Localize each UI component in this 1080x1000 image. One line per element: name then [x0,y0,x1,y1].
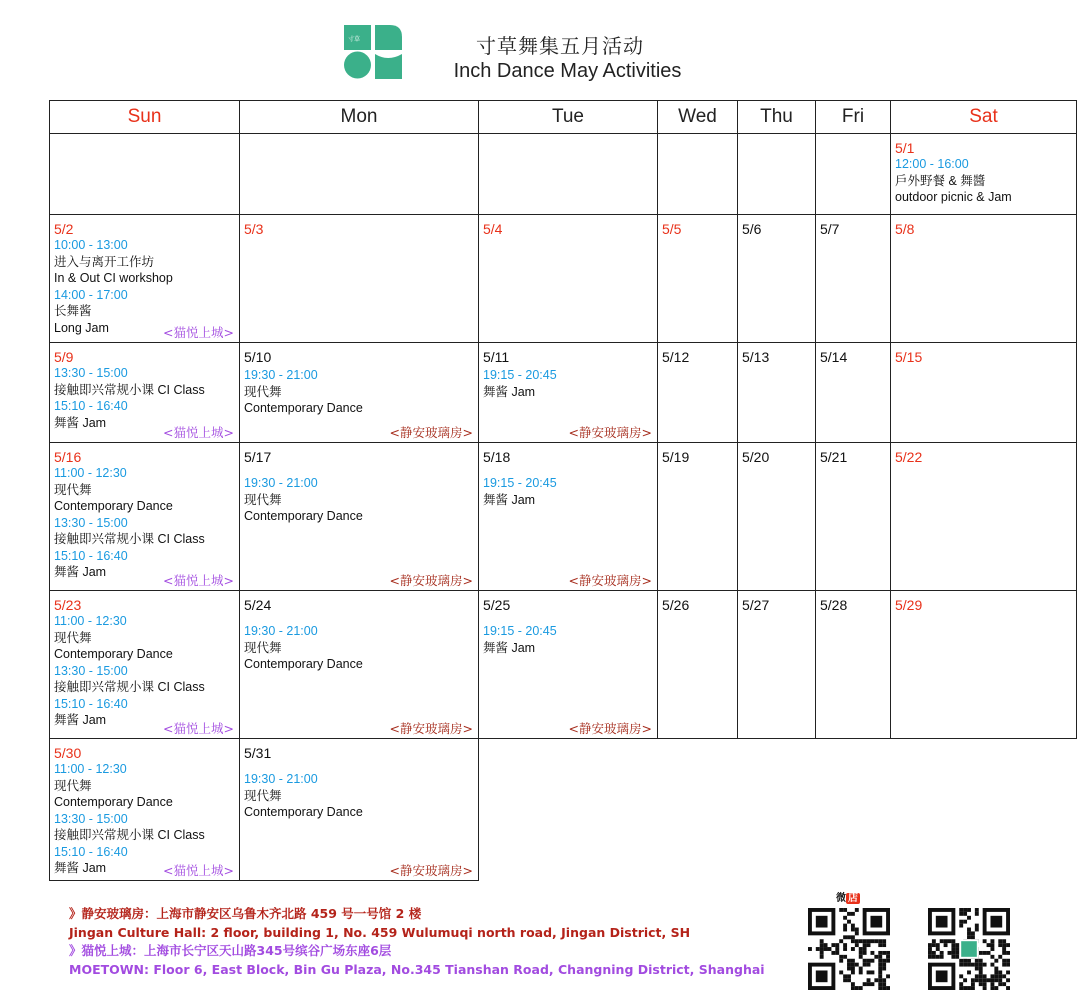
date-label: 5/23 [54,597,82,613]
event-title: 接触即兴常规小课 CI Class [54,828,205,842]
location-moetown: <猫悦上城> [163,721,234,736]
wechat-qr-code-icon[interactable] [928,908,1010,990]
event-list [244,467,363,525]
event-title: 长舞酱 [54,304,92,318]
event-list [483,367,557,400]
weekday-header-sun [49,100,240,134]
event-time: 13:30 - 15:00 [54,515,128,530]
event-list [54,761,205,877]
date-label: 5/31 [244,745,272,761]
date-label: 5/20 [742,449,770,465]
event-title: 现代舞 [54,482,92,497]
date-label: 5/3 [244,221,264,237]
event-time: 15:10 - 16:40 [54,399,128,413]
event-time: 15:10 - 16:40 [54,548,128,563]
location-moetown: <猫悦上城> [163,863,234,878]
page-title-english: Inch Dance May Activities [453,60,682,82]
weekday-header-thu [737,100,816,134]
event-time: 19:30 - 21:00 [244,368,318,382]
event-title: Contemporary Dance [244,805,363,819]
event-time: 15:10 - 16:40 [54,696,128,711]
day-cell-5-23 [49,590,240,739]
event-title: 现代舞 [244,788,282,803]
location-moetown: <猫悦上城> [163,573,234,588]
event-time: 19:15 - 20:45 [483,476,557,490]
empty-day-cell [49,133,240,215]
event-time: 10:00 - 13:00 [54,238,128,252]
date-label: 5/2 [54,221,74,237]
date-label: 5/14 [820,349,848,365]
weekday-header-fri [815,100,891,134]
event-list [54,237,173,336]
day-cell-5-5 [657,214,738,343]
day-cell-5-21 [815,442,891,591]
weekday-label: Sat [969,106,998,127]
day-cell-5-16 [49,442,240,591]
date-label: 5/19 [662,449,690,465]
event-time: 14:00 - 17:00 [54,287,128,302]
day-cell-5-18 [478,442,658,591]
date-label: 5/1 [895,140,915,156]
location-moetown: <猫悦上城> [163,425,234,440]
date-label: 5/30 [54,745,82,761]
event-list [483,467,557,508]
date-label: 5/28 [820,597,848,613]
event-list [54,613,205,729]
event-list [244,367,363,417]
calendar-grid [50,101,1077,881]
date-label: 5/13 [742,349,770,365]
event-time: 11:00 - 12:30 [54,614,127,628]
day-cell-5-25 [478,590,658,739]
event-list [54,365,205,431]
event-title: 现代舞 [54,630,92,645]
location-jingan: <静安玻璃房> [389,863,473,878]
location-jingan: <静安玻璃房> [389,721,473,736]
event-time: 15:10 - 16:40 [54,844,128,859]
day-cell-5-10 [239,342,479,443]
event-time: 11:00 - 12:30 [54,466,127,480]
event-title: Contemporary Dance [244,401,363,415]
empty-day-cell [478,133,658,215]
date-label: 5/5 [662,221,682,237]
weekday-label: Fri [841,106,865,127]
event-time: 19:30 - 21:00 [244,772,318,786]
weekday-header-tue [478,100,658,134]
address-moetown-en: MOETOWN: Floor 6, East Block, Bin Gu Plaza, No.345 Tianshan Road, Changning District, Shanghai [69,961,765,977]
day-cell-5-12 [657,342,738,443]
location-jingan: <静安玻璃房> [568,425,652,440]
day-cell-5-4 [478,214,658,343]
event-list [244,615,363,673]
date-label: 5/24 [244,597,272,613]
date-label: 5/25 [483,597,511,613]
day-cell-5-30 [49,738,240,881]
date-label: 5/16 [54,449,82,465]
event-title: outdoor picnic & Jam [895,190,1012,204]
weekday-header-mon [239,100,479,134]
day-cell-5-6 [737,214,816,343]
day-cell-5-20 [737,442,816,591]
day-cell-5-29 [890,590,1077,739]
day-cell-5-17 [239,442,479,591]
weekday-header-sat [890,100,1077,134]
address-jingan-en: Jingan Culture Hall: 2 floor, building 1, No. 459 Wulumuqi north road, Jingan District, SH [69,924,691,940]
weekday-label: Thu [760,106,793,127]
event-time: 13:30 - 15:00 [54,366,128,380]
event-title: 舞酱 Jam [54,713,107,727]
date-label: 5/17 [244,449,272,465]
weekday-label: Tue [551,106,585,127]
date-label: 5/15 [895,349,923,365]
address-jingan-cn: 》静安玻璃房：上海市静安区乌鲁木齐北路 459 号一号馆 2 楼 [69,906,422,921]
date-label: 5/29 [895,597,923,613]
day-cell-5-7 [815,214,891,343]
day-cell-5-11 [478,342,658,443]
event-title: 舞酱 Jam [54,861,107,875]
day-cell-5-3 [239,214,479,343]
event-time: 19:15 - 20:45 [483,624,557,638]
event-title: 现代舞 [244,384,282,399]
event-time: 13:30 - 15:00 [54,663,128,678]
day-cell-5-26 [657,590,738,739]
event-time: 11:00 - 12:30 [54,762,127,776]
day-cell-5-9 [49,342,240,443]
event-title: Contemporary Dance [54,795,173,809]
event-title: Contemporary Dance [244,657,363,671]
day-cell-5-14 [815,342,891,443]
event-list [483,615,557,656]
event-time: 19:15 - 20:45 [483,368,557,382]
event-title: 舞酱 Jam [483,492,536,507]
location-jingan: <静安玻璃房> [568,573,652,588]
day-cell-5-8 [890,214,1077,343]
event-title: 舞酱 Jam [54,565,107,579]
location-jingan: <静安玻璃房> [389,573,473,588]
address-moetown-cn: 》猫悦上城：上海市长宁区天山路345号缤谷广场东座6层 [69,943,392,958]
day-cell-5-19 [657,442,738,591]
empty-day-cell [657,133,738,215]
event-time: 12:00 - 16:00 [895,157,969,171]
day-cell-5-1 [890,133,1077,215]
page-title-chinese: 寸草舞集五月活动 [476,34,644,58]
date-label: 5/12 [662,349,690,365]
empty-day-cell [737,133,816,215]
event-title: 现代舞 [244,492,282,507]
event-title: 接触即兴常规小课 CI Class [54,680,205,694]
event-list [244,763,363,821]
weidian-qr-code-icon[interactable] [808,908,890,990]
empty-day-cell [239,133,479,215]
location-moetown: <猫悦上城> [163,325,234,340]
location-jingan: <静安玻璃房> [389,425,473,440]
day-cell-5-24 [239,590,479,739]
date-label: 5/7 [820,221,840,237]
date-label: 5/18 [483,449,511,465]
event-list [895,156,1012,206]
date-label: 5/10 [244,349,272,365]
inch-dance-logo [344,25,402,79]
weidian-label: 微 店 [836,893,858,904]
event-title: Contemporary Dance [244,509,363,523]
event-title: 接触即兴常规小课 CI Class [54,382,205,397]
day-cell-5-2 [49,214,240,343]
date-label: 5/21 [820,449,848,465]
empty-day-cell [815,133,891,215]
logo-text: 寸草 [348,36,361,43]
event-time: 19:30 - 21:00 [244,476,318,490]
address-footer [69,905,769,979]
date-label: 5/27 [742,597,770,613]
event-title: 舞酱 Jam [483,640,536,655]
date-label: 5/4 [483,221,503,237]
event-title: 现代舞 [54,778,92,793]
day-cell-5-31 [239,738,479,881]
date-label: 5/26 [662,597,690,613]
day-cell-5-13 [737,342,816,443]
date-label: 5/11 [483,349,510,365]
date-label: 5/9 [54,349,74,365]
event-time: 13:30 - 15:00 [54,811,128,826]
event-title: 进入与离开工作坊 [54,254,155,269]
day-cell-5-27 [737,590,816,739]
event-title: 现代舞 [244,640,282,655]
event-title: Long Jam [54,320,109,335]
event-title: 舞酱 Jam [483,384,536,399]
event-title: 舞酱 Jam [54,415,107,430]
day-cell-5-15 [890,342,1077,443]
date-label: 5/22 [895,449,923,465]
day-cell-5-28 [815,590,891,739]
weekday-label: Sun [127,106,162,127]
location-jingan: <静安玻璃房> [568,721,652,736]
weekday-label: Mon [340,106,378,127]
date-label: 5/6 [742,221,762,237]
weekday-label: Wed [678,106,717,127]
event-title: Contemporary Dance [54,499,173,513]
day-cell-5-22 [890,442,1077,591]
event-title: In & Out CI workshop [54,271,173,285]
event-time: 19:30 - 21:00 [244,624,318,638]
event-title: Contemporary Dance [54,647,173,661]
event-title: 戶外野餐 & 舞醬 [895,173,986,188]
event-title: 接触即兴常规小课 CI Class [54,532,205,546]
weekday-header-wed [657,100,738,134]
event-list [54,465,205,581]
date-label: 5/8 [895,221,915,237]
